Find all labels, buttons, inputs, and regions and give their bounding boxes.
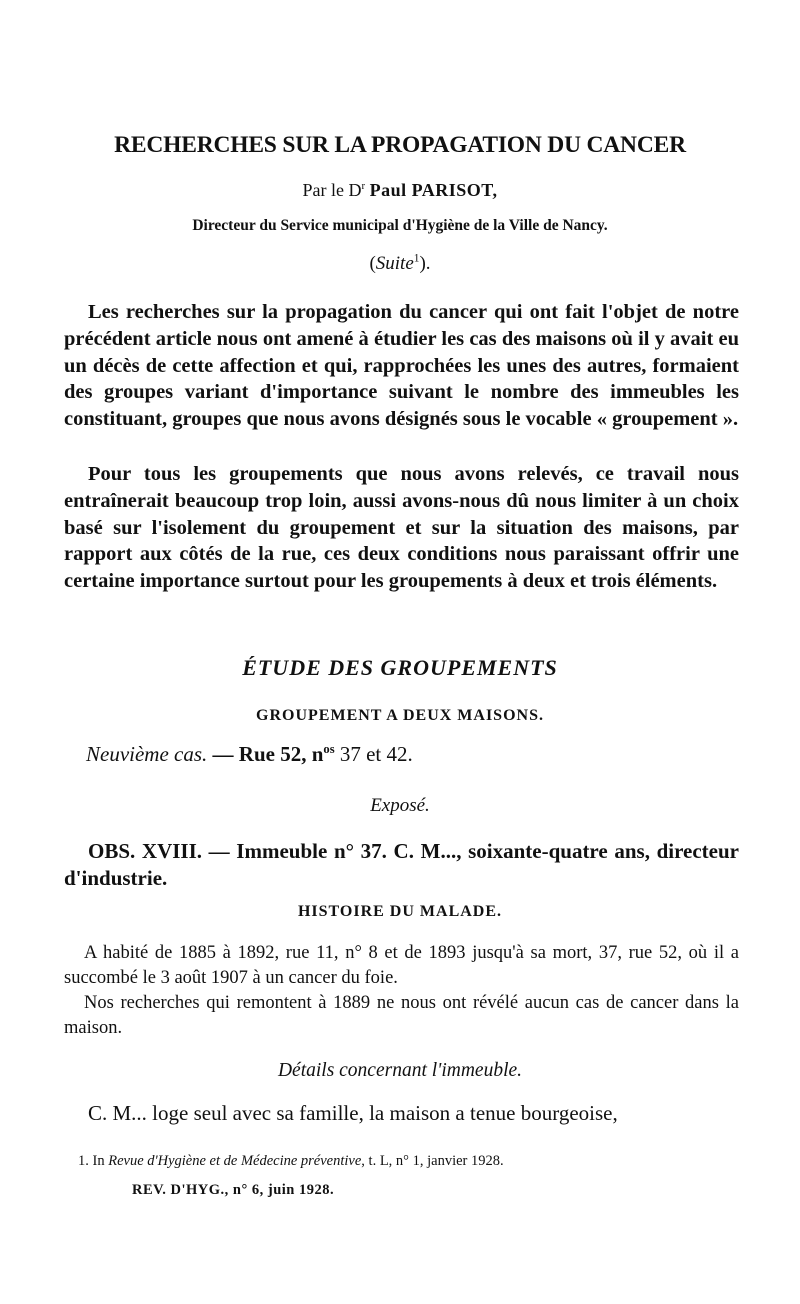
case-sup: os — [323, 742, 335, 756]
case-line — [86, 742, 413, 767]
author-affiliation: Directeur du Service municipal d'Hygiène de la Ville de Nancy. — [192, 217, 608, 234]
suite-open: ( — [369, 253, 376, 274]
running-footer: REV. D'HYG., n° 6, juin 1928. — [132, 1182, 335, 1198]
history-paragraph-2: Nos recherches qui remontent à 1889 ne nous ont révélé aucun cas de cancer dans la maison. — [64, 993, 739, 1038]
observation-paragraph: OBS. XVIII. — Immeuble n° 37. C. M..., soixante-quatre ans, directeur d'industrie. — [64, 839, 739, 890]
footnote — [78, 1153, 504, 1170]
subsection-heading: GROUPEMENT A DEUX MAISONS. — [256, 707, 544, 724]
byline-prefix-sup: r — [361, 180, 366, 192]
details-paragraph: C. M... loge seul avec sa famille, la maison a tenue bourgeoise, — [88, 1101, 618, 1125]
footnote-prefix: In — [88, 1153, 109, 1169]
suite-footnote-ref: 1 — [413, 252, 420, 265]
byline — [0, 180, 800, 201]
history-paragraph-1: A habité de 1885 à 1892, rue 11, n° 8 et de 1893 jusqu'à sa mort, 37, rue 52, où il a succombé le 3 août 1907 à un cancer du foie. — [64, 943, 739, 988]
author-name: Paul PARISOT, — [369, 180, 498, 200]
suite-word: Suite — [375, 253, 414, 274]
history-heading: HISTOIRE DU MALADE. — [297, 903, 503, 920]
body-paragraph-2: Pour tous les groupements que nous avons relevés, ce travail nous entraînerait beaucoup trop loin, aussi avons-nous dû nous limiter à un choix basé sur l'isolement du groupement et sur la situation des maisons, par rapport aux côtés de la rue, ces deux conditions nous paraissant offrir une certaine importance surtout pour les groupements à deux et trois éléments. — [64, 463, 739, 593]
footnote-journal: Revue d'Hygiène et de Médecine préventive — [108, 1153, 362, 1169]
details-heading: Détails concernant l'immeuble. — [277, 1060, 523, 1081]
section-heading: ÉTUDE DES GROUPEMENTS — [242, 655, 558, 680]
expose-heading: Exposé. — [370, 795, 430, 816]
case-dash: — — [207, 742, 239, 766]
footnote-number: 1. — [78, 1153, 89, 1169]
footnote-rest: , t. L, n° 1, janvier 1928. — [361, 1153, 504, 1169]
byline-prefix: Par le D — [302, 180, 362, 200]
article-title: RECHERCHES SUR LA PROPAGATION DU CANCER — [114, 132, 686, 158]
case-text: Rue 52, n — [238, 742, 324, 766]
case-label: Neuvième cas. — [86, 742, 208, 766]
body-paragraph-1: Les recherches sur la propagation du cancer qui ont fait l'objet de notre précédent article nous ont amené à étudier les cas des maisons où il y avait eu un décès de cette affection et qui, rapprochées les unes des autres, formaient des groupes variant d'importance suivant le nombre des immeubles les constituant, groupes que nous avons désignés sous le vocable « groupement ». — [64, 301, 739, 431]
continuation-note — [0, 253, 800, 275]
suite-close: ). — [419, 253, 431, 274]
case-text-2: 37 et 42. — [334, 742, 413, 766]
